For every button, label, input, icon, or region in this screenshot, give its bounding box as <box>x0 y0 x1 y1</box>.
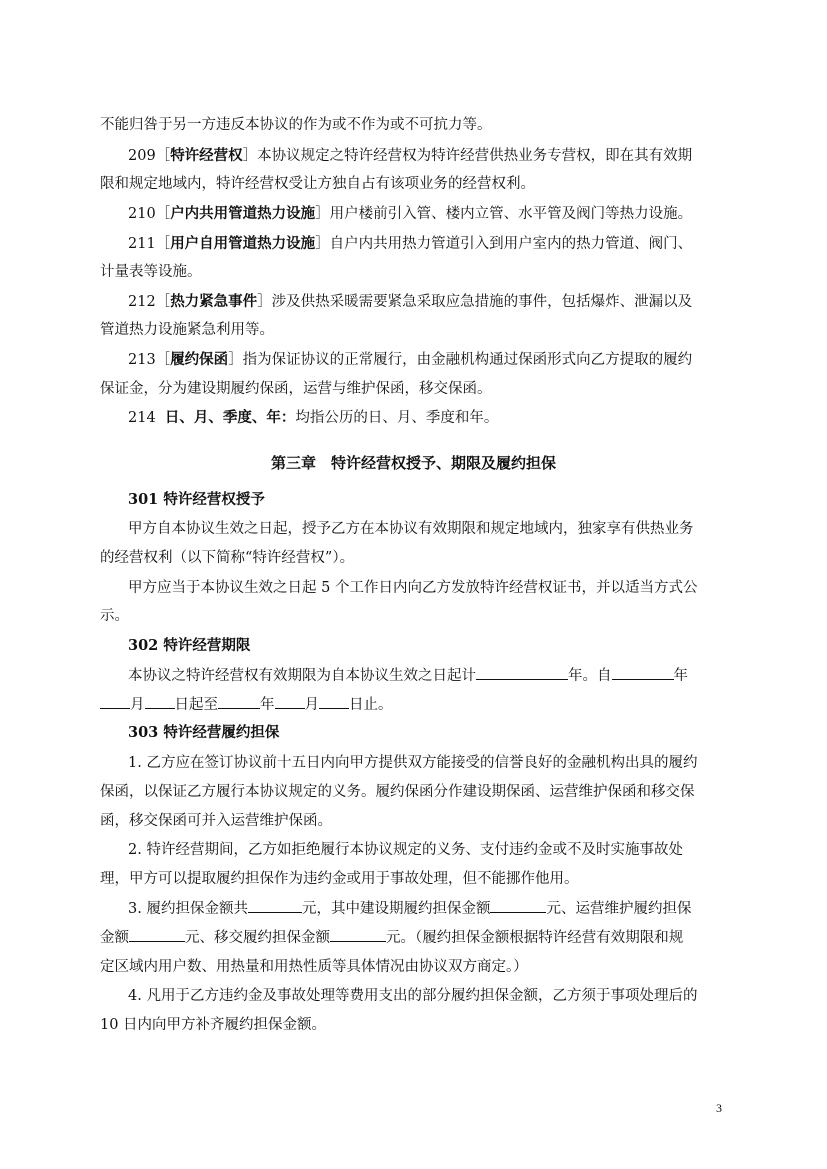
amount-line <box>100 927 683 948</box>
definition-number: 209［ <box>128 148 171 164</box>
definition-term: 日、月、季度、年： <box>164 409 296 426</box>
page-number: 3 <box>716 1101 722 1115</box>
section-heading-302: 302 特许经营期限 <box>128 637 251 654</box>
paragraph-line: 不能归咎于另一方违反本协议的作为或不作为或不可抗力等。 <box>100 117 492 133</box>
paragraph-line: 的经营权利（以下简称“特许经营权”）。 <box>100 550 355 566</box>
paragraph-line: 10 日内向甲方补齐履约担保金额。 <box>100 1017 327 1033</box>
definition-210 <box>128 204 692 224</box>
fill-blank[interactable] <box>476 665 568 680</box>
paragraph-line: 管道热力设施紧急利用等。 <box>100 322 274 338</box>
text-segment: 元，其中建设期履约担保金额 <box>301 901 491 917</box>
paragraph-line: 甲方自本协议生效之日起，授予乙方在本协议有效期限和规定地域内，独家享有供热业务 <box>128 521 694 537</box>
definition-text: ］涉及供热采暖需要紧急采取应急措施的事件，包括爆炸、泄漏以及 <box>257 294 693 310</box>
paragraph-line: 1. 乙方应在签订协议前十五日内向甲方提供双方能接受的信誉良好的金融机构出具的履约 <box>128 755 698 771</box>
fill-blank[interactable] <box>145 694 175 709</box>
fill-blank[interactable] <box>490 898 546 913</box>
text-segment: 年 <box>673 668 688 684</box>
section-heading-301: 301 特许经营权授予 <box>128 491 265 508</box>
text-segment: 日止。 <box>349 697 393 713</box>
definition-text: 均指公历的日、月、季度和年。 <box>295 410 499 426</box>
paragraph-line: 2. 特许经营期间，乙方如拒绝履行本协议规定的义务、支付违约金或不及时实施事故处 <box>128 842 683 858</box>
text-segment: 年 <box>260 697 275 713</box>
term-line <box>128 665 688 686</box>
definition-number: 213［ <box>128 352 171 368</box>
definition-term: 履约保函 <box>170 351 229 368</box>
definition-term: 特许经营权 <box>170 147 243 164</box>
fill-blank[interactable] <box>275 694 305 709</box>
paragraph-line: 保证金，分为建设期履约保函，运营与维护保函，移交保函。 <box>100 381 492 397</box>
definition-term: 热力紧急事件 <box>170 293 258 310</box>
text-segment: 月 <box>130 697 145 713</box>
fill-blank[interactable] <box>612 665 674 680</box>
fill-blank[interactable] <box>248 898 302 913</box>
paragraph-line: 保函，以保证乙方履行本协议规定的义务。履约保函分作建设期保函、运营维护保函和移交保 <box>100 784 695 800</box>
paragraph-line: 限和规定地域内，特许经营权受让方独自占有该项业务的经营权利。 <box>100 176 535 192</box>
definition-text: ］自户内共用热力管道引入到用户室内的热力管道、阀门、 <box>315 236 693 252</box>
text-segment: 本协议之特许经营权有效期限为自本协议生效之日起计 <box>128 668 476 684</box>
paragraph-line: 4. 凡用于乙方违约金及事故处理等费用支出的部分履约担保金额，乙方须于事项处理后的 <box>128 988 698 1004</box>
amount-line <box>128 898 691 919</box>
definition-213 <box>128 350 692 370</box>
fill-blank[interactable] <box>100 694 130 709</box>
definition-209 <box>128 146 692 166</box>
paragraph-line: 函，移交保函可并入运营维护保函。 <box>100 813 332 829</box>
definition-number: 212［ <box>128 294 171 310</box>
paragraph-line: 示。 <box>100 608 129 624</box>
definition-number: 214 <box>128 410 156 426</box>
fill-blank[interactable] <box>319 694 349 709</box>
definition-term: 户内共用管道热力设施 <box>170 205 316 222</box>
fill-blank[interactable] <box>330 927 386 942</box>
definition-text: ］本协议规定之特许经营权为特许经营供热业务专营权，即在其有效期 <box>242 148 693 164</box>
definition-number: 210［ <box>128 206 171 222</box>
section-heading-303: 303 特许经营履约担保 <box>128 724 280 741</box>
text-segment: 元、移交履约担保金额 <box>185 930 330 946</box>
definition-text: ］指为保证协议的正常履行，由金融机构通过保函形式向乙方提取的履约 <box>228 352 693 368</box>
paragraph-line: 定区域内用户数、用热量和用热性质等具体情况由协议双方商定。） <box>100 959 528 975</box>
text-segment: 日起至 <box>174 697 218 713</box>
definition-term: 用户自用管道热力设施 <box>170 235 316 252</box>
paragraph-line: 计量表等设施。 <box>100 264 202 280</box>
text-segment: 元、运营维护履约担保 <box>546 901 692 917</box>
definition-214 <box>128 408 498 428</box>
paragraph-line: 甲方应当于本协议生效之日起 5 个工作日内向乙方发放特许经营权证书，并以适当方式公 <box>128 580 698 596</box>
text-segment: 元。（履约担保金额根据特许经营有效期限和规 <box>386 930 684 946</box>
fill-blank[interactable] <box>129 927 185 942</box>
paragraph-line: 理，甲方可以提取履约担保作为违约金或用于事故处理，但不能挪作他用。 <box>100 871 579 887</box>
definition-text: ］用户楼前引入管、楼内立管、水平管及阀门等热力设施。 <box>315 206 693 222</box>
text-segment: 年。自 <box>568 668 612 684</box>
term-line <box>100 694 393 715</box>
text-segment: 月 <box>304 697 319 713</box>
definition-number: 211［ <box>128 236 171 252</box>
text-segment: 3. 履约担保金额共 <box>128 901 248 917</box>
chapter-title: 第三章 特许经营权授予、期限及履约担保 <box>270 454 556 472</box>
fill-blank[interactable] <box>218 694 260 709</box>
definition-211 <box>128 234 692 254</box>
definition-212 <box>128 292 692 312</box>
text-segment: 金额 <box>100 930 129 946</box>
